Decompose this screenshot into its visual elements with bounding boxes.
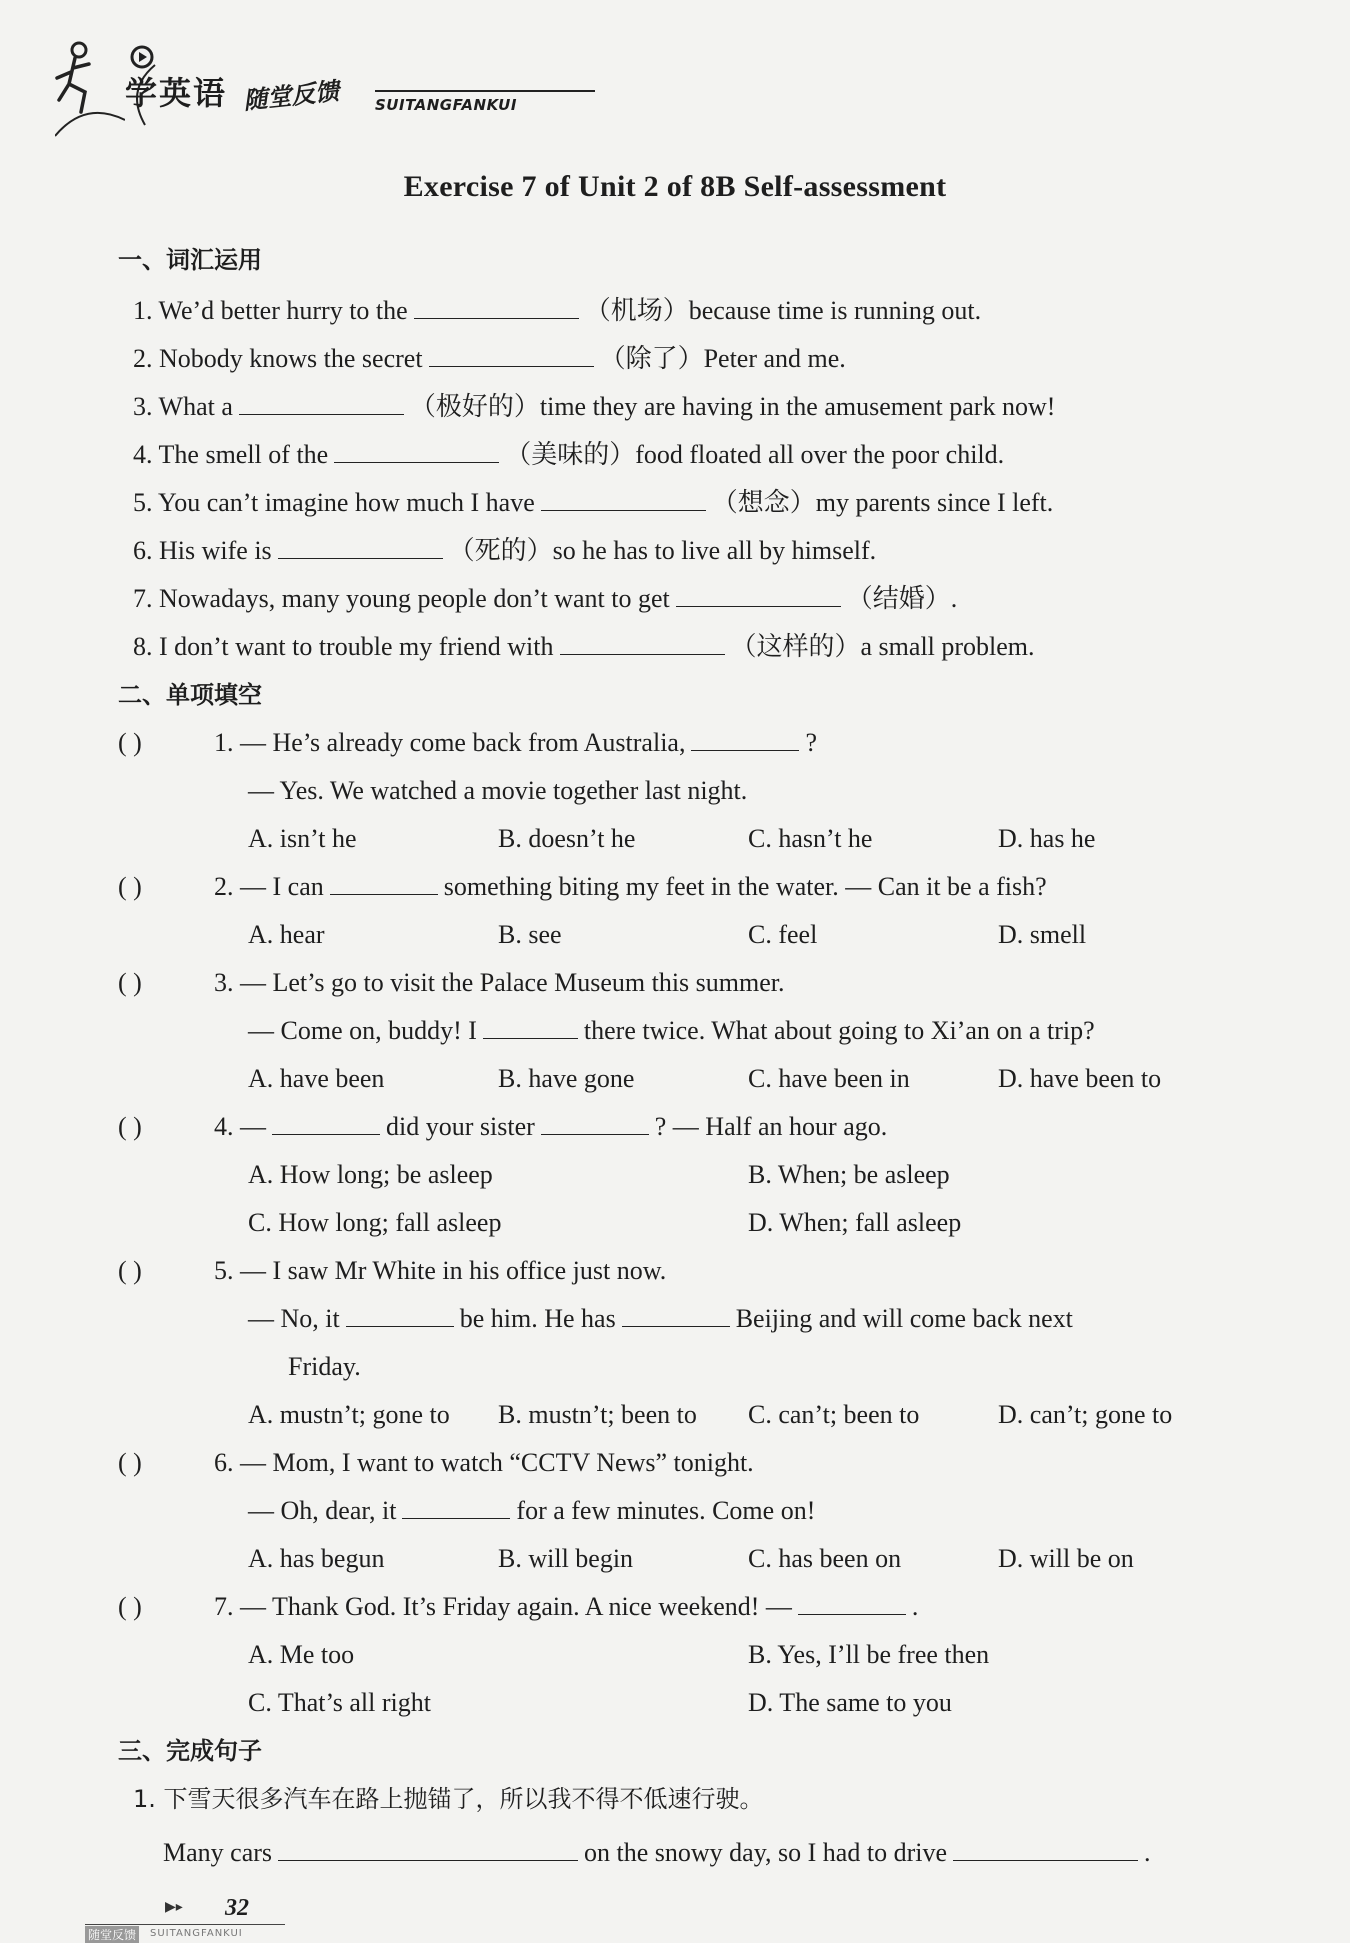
logo-script: 随堂反馈 bbox=[242, 77, 341, 115]
mc-option[interactable]: B. Yes, I’ll be free then bbox=[748, 1640, 990, 1669]
vocab-item-4: 4. The smell of the （美味的）food floated all over the poor child. bbox=[133, 440, 1005, 469]
mc-option[interactable]: A. Me too bbox=[248, 1640, 355, 1669]
answer-paren[interactable]: ( ) bbox=[118, 968, 142, 997]
vocab-item-3: 3. What a （极好的）time they are having in the amusement park now! bbox=[133, 392, 1056, 421]
logo-rule bbox=[375, 90, 595, 92]
mc-q3-line1: 3. — Let’s go to visit the Palace Museum this summer. bbox=[214, 968, 785, 997]
mc-q6-line2: — Oh, dear, it for a few minutes. Come on! bbox=[248, 1496, 816, 1525]
answer-blank[interactable] bbox=[239, 392, 404, 415]
logo-chinese: 学英语 bbox=[125, 74, 228, 112]
double-arrow-icon: ▶▸ bbox=[165, 1899, 183, 1915]
vocab-item-6: 6. His wife is （死的）so he has to live all by himself. bbox=[133, 536, 877, 565]
answer-blank[interactable] bbox=[429, 344, 594, 367]
answer-blank[interactable] bbox=[676, 584, 841, 607]
mc-option[interactable]: C. have been in bbox=[748, 1064, 910, 1093]
mc-option[interactable]: A. hear bbox=[248, 920, 325, 949]
answer-blank[interactable] bbox=[334, 440, 499, 463]
mc-q5-line3: Friday. bbox=[288, 1352, 361, 1381]
mc-option[interactable]: A. isn’t he bbox=[248, 824, 357, 853]
section1-heading: 一、词汇运用 bbox=[118, 246, 262, 274]
mc-option[interactable]: D. has he bbox=[998, 824, 1096, 853]
answer-paren[interactable]: ( ) bbox=[118, 1112, 142, 1141]
mc-option[interactable]: C. has been on bbox=[748, 1544, 902, 1573]
mc-q2-line1: 2. — I can something biting my feet in the water. — Can it be a fish? bbox=[214, 872, 1047, 901]
vocab-item-2: 2. Nobody knows the secret （除了）Peter and me. bbox=[133, 344, 846, 373]
vocab-item-5: 5. You can’t imagine how much I have （想念）my parents since I left. bbox=[133, 488, 1054, 517]
answer-paren[interactable]: ( ) bbox=[118, 872, 142, 901]
answer-blank[interactable] bbox=[483, 1016, 578, 1039]
answer-blank[interactable] bbox=[346, 1304, 454, 1327]
answer-blank[interactable] bbox=[798, 1592, 906, 1615]
mc-q1-line2: — Yes. We watched a movie together last night. bbox=[248, 776, 748, 805]
mc-option[interactable]: A. How long; be asleep bbox=[248, 1160, 493, 1189]
mc-option[interactable]: C. feel bbox=[748, 920, 818, 949]
mc-option[interactable]: A. has begun bbox=[248, 1544, 385, 1573]
answer-blank[interactable] bbox=[402, 1496, 510, 1519]
mc-option[interactable]: B. doesn’t he bbox=[498, 824, 636, 853]
mc-q4-line1: 4. — did your sister ? — Half an hour ago. bbox=[214, 1112, 888, 1141]
answer-blank[interactable] bbox=[541, 1112, 649, 1135]
section2-heading: 二、单项填空 bbox=[118, 681, 262, 709]
answer-blank[interactable] bbox=[278, 536, 443, 559]
mc-option[interactable]: B. see bbox=[498, 920, 562, 949]
answer-blank[interactable] bbox=[541, 488, 706, 511]
mc-q5-line2: — No, it be him. He has Beijing and will come back next bbox=[248, 1304, 1073, 1333]
footer-rule bbox=[85, 1924, 285, 1925]
answer-blank[interactable] bbox=[560, 632, 725, 655]
vocab-item-8: 8. I don’t want to trouble my friend with （这样的）a small problem. bbox=[133, 632, 1035, 661]
section3-heading: 三、完成句子 bbox=[118, 1737, 262, 1765]
mc-option[interactable]: D. smell bbox=[998, 920, 1087, 949]
mc-option[interactable]: C. How long; fall asleep bbox=[248, 1208, 502, 1237]
mc-option[interactable]: B. have gone bbox=[498, 1064, 635, 1093]
answer-blank[interactable] bbox=[330, 872, 438, 895]
logo-english: SUITANGFANKUI bbox=[375, 96, 517, 114]
page-number: 32 bbox=[225, 1895, 249, 1921]
mc-option[interactable]: C. hasn’t he bbox=[748, 824, 873, 853]
mc-q3-line2: — Come on, buddy! I there twice. What about going to Xi’an on a trip? bbox=[248, 1016, 1095, 1045]
answer-paren[interactable]: ( ) bbox=[118, 1448, 142, 1477]
mc-option[interactable]: A. have been bbox=[248, 1064, 385, 1093]
mc-q1-line1: 1. — He’s already come back from Australia, ? bbox=[214, 728, 817, 757]
mc-option[interactable]: C. That’s all right bbox=[248, 1688, 431, 1717]
mc-option[interactable]: C. can’t; been to bbox=[748, 1400, 920, 1429]
answer-paren[interactable]: ( ) bbox=[118, 1256, 142, 1285]
page-title: Exercise 7 of Unit 2 of 8B Self-assessment bbox=[403, 170, 947, 203]
mc-option[interactable]: D. The same to you bbox=[748, 1688, 952, 1717]
mc-option[interactable]: D. have been to bbox=[998, 1064, 1162, 1093]
answer-blank[interactable] bbox=[278, 1838, 578, 1861]
mc-option[interactable]: D. will be on bbox=[998, 1544, 1134, 1573]
answer-blank[interactable] bbox=[953, 1838, 1138, 1861]
mc-option[interactable]: D. When; fall asleep bbox=[748, 1208, 962, 1237]
mc-q6-line1: 6. — Mom, I want to watch “CCTV News” tonight. bbox=[214, 1448, 754, 1477]
mc-option[interactable]: A. mustn’t; gone to bbox=[248, 1400, 450, 1429]
translation-cn: 1. 下雪天很多汽车在路上抛锚了，所以我不得不低速行驶。 bbox=[133, 1785, 764, 1813]
answer-blank[interactable] bbox=[414, 296, 579, 319]
mc-option[interactable]: D. can’t; gone to bbox=[998, 1400, 1173, 1429]
mc-q7-line1: 7. — Thank God. It’s Friday again. A nice weekend! — . bbox=[214, 1592, 919, 1621]
answer-paren[interactable]: ( ) bbox=[118, 1592, 142, 1621]
mc-option[interactable]: B. When; be asleep bbox=[748, 1160, 950, 1189]
mc-q5-line1: 5. — I saw Mr White in his office just now. bbox=[214, 1256, 667, 1285]
footer-label-cn: 随堂反馈 bbox=[85, 1926, 139, 1943]
answer-blank[interactable] bbox=[691, 728, 799, 751]
answer-blank[interactable] bbox=[272, 1112, 380, 1135]
mc-option[interactable]: B. will begin bbox=[498, 1544, 634, 1573]
header-logo bbox=[55, 40, 555, 140]
answer-paren[interactable]: ( ) bbox=[118, 728, 142, 757]
translation-en: Many cars on the snowy day, so I had to drive . bbox=[163, 1838, 1151, 1867]
footer-label-en: SUITANGFANKUI bbox=[150, 1928, 243, 1939]
vocab-item-1: 1. We’d better hurry to the （机场）because time is running out. bbox=[133, 296, 982, 325]
mc-option[interactable]: B. mustn’t; been to bbox=[498, 1400, 697, 1429]
vocab-item-7: 7. Nowadays, many young people don’t want to get （结婚）. bbox=[133, 584, 958, 613]
answer-blank[interactable] bbox=[622, 1304, 730, 1327]
